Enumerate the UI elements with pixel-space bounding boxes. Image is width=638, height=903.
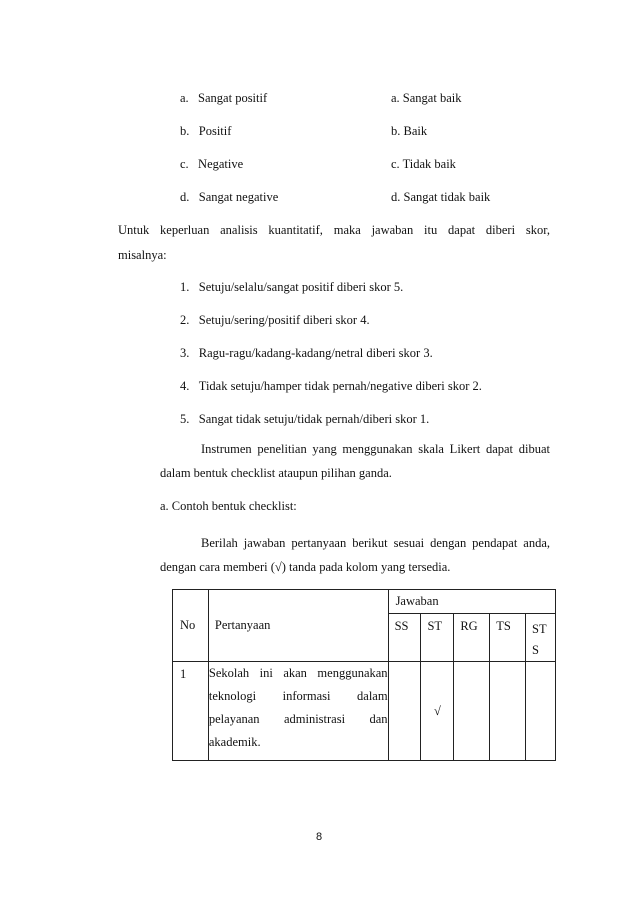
question-line: [209, 685, 388, 708]
question-word: menggunakan: [317, 666, 388, 680]
score-item: 5. Sangat tidak setuju/tidak pernah/diberi skor 1.: [180, 412, 430, 426]
check-mark: √: [433, 703, 441, 718]
score-item: 2. Setuju/sering/positif diberi skor 4.: [180, 313, 370, 327]
question-word: dalam: [357, 689, 388, 703]
intro-line-1: Untuk keperluan analisis kuantitatif, maka jawaban itu dapat diberi skor,: [118, 223, 550, 237]
header-answer-sts-line2: S: [532, 643, 539, 657]
question-word: administrasi: [283, 712, 346, 726]
question-word: akademik.: [208, 735, 261, 749]
question-line: [209, 708, 388, 731]
header-pertanyaan: Pertanyaan: [208, 590, 388, 662]
checklist-heading: a. Contoh bentuk checklist:: [160, 499, 297, 513]
answer-cell-ss: [388, 662, 421, 761]
question-line: [209, 731, 388, 754]
berilah-line-2: dengan cara memberi (√) tanda pada kolom yang tersedia.: [160, 560, 451, 574]
header-answer-ss: SS: [388, 614, 421, 662]
header-answer-ts: TS: [490, 614, 526, 662]
scale-option-left: a. Sangat positif: [180, 91, 268, 105]
table-row: [173, 662, 556, 761]
checklist-table: [172, 589, 556, 761]
question-word: akan: [283, 666, 307, 680]
scale-option-left: b. Positif: [180, 124, 232, 138]
scale-option-right: a. Sangat baik: [391, 91, 462, 105]
header-answer-sts-line1: ST: [532, 622, 547, 636]
score-item: 1. Setuju/selalu/sangat positif diberi skor 5.: [180, 280, 404, 294]
scale-option-right: c. Tidak baik: [391, 157, 456, 171]
score-item: 4. Tidak setuju/hamper tidak pernah/negative diberi skor 2.: [180, 379, 482, 393]
row-question: [208, 662, 388, 761]
answer-cell-st: [421, 662, 454, 761]
question-word: ini: [259, 666, 273, 680]
page-number: 8: [315, 831, 323, 843]
scale-option-right: b. Baik: [391, 124, 428, 138]
instrumen-line-1: Instrumen penelitian yang menggunakan skala Likert dapat dibuat: [201, 442, 550, 456]
answer-cell-rg: [454, 662, 490, 761]
header-no: No: [173, 590, 209, 662]
header-answer-sts: [526, 614, 556, 662]
header-answer-st: ST: [421, 614, 454, 662]
question-line: [209, 662, 388, 685]
question-word: dan: [369, 712, 388, 726]
question-word: Sekolah: [208, 666, 250, 680]
scale-option-left: d. Sangat negative: [180, 190, 279, 204]
instrumen-line-2: dalam bentuk checklist ataupun pilihan ganda.: [160, 466, 392, 480]
intro-line-2: misalnya:: [118, 248, 167, 262]
question-word: informasi: [282, 689, 331, 703]
scale-option-left: c. Negative: [180, 157, 244, 171]
answer-cell-ts: [490, 662, 526, 761]
answer-cell-sts: [526, 662, 556, 761]
score-item: 3. Ragu-ragu/kadang-kadang/netral diberi skor 3.: [180, 346, 433, 360]
berilah-line-1: Berilah jawaban pertanyaan berikut sesuai dengan pendapat anda,: [201, 536, 550, 550]
row-no: 1: [173, 662, 209, 761]
header-jawaban: Jawaban: [388, 590, 555, 614]
header-answer-rg: RG: [454, 614, 490, 662]
question-word: teknologi: [208, 689, 257, 703]
scale-option-right: d. Sangat tidak baik: [391, 190, 491, 204]
question-word: pelayanan: [208, 712, 260, 726]
